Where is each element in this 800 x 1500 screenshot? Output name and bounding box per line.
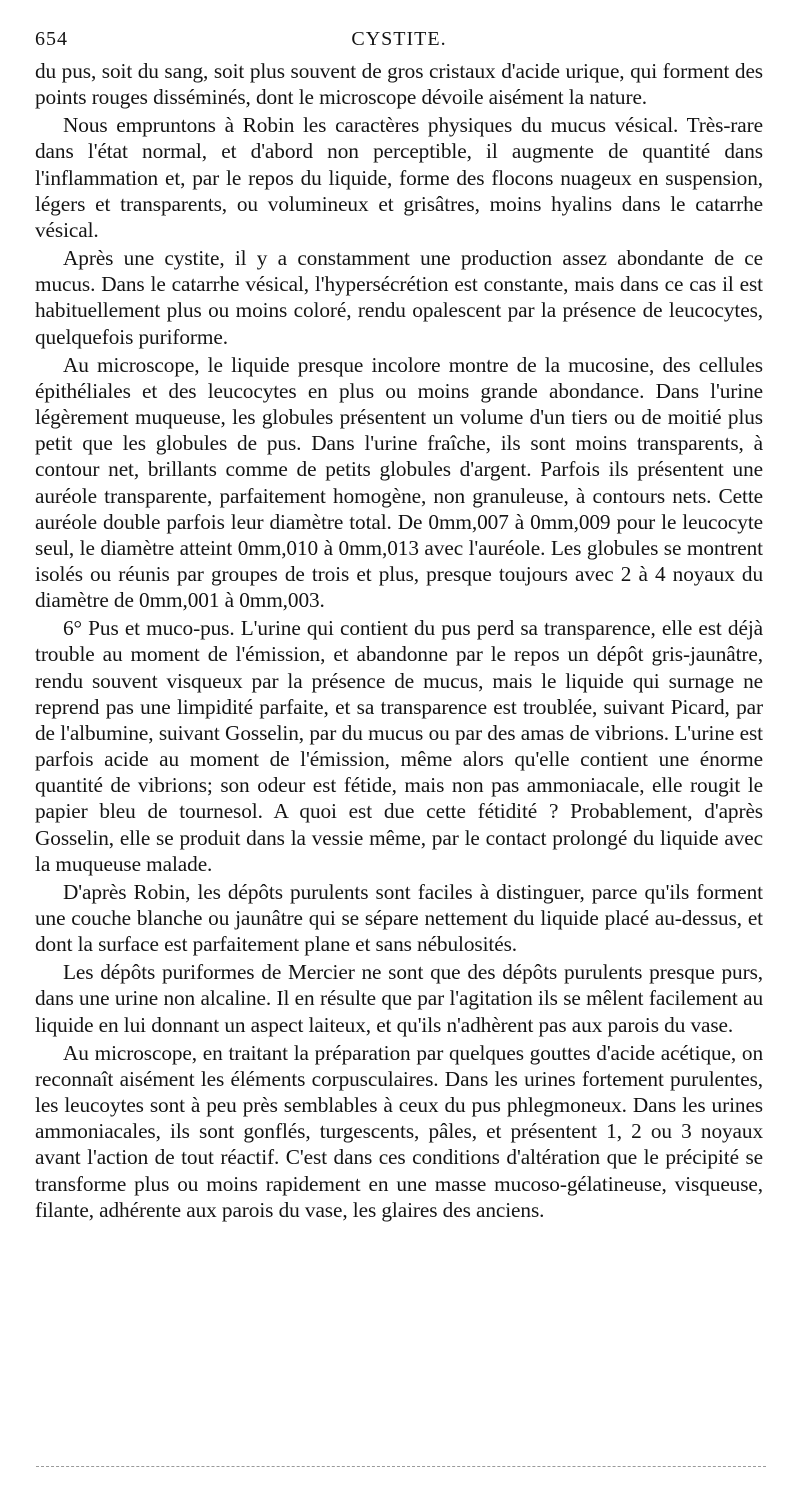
page-header (35, 28, 763, 58)
paragraph-6: D'après Robin, les dépôts purulents sont faciles à distinguer, parce qu'ils forment une couche blanche ou jaunâtre qui se sépare nettement du liquide placé au-dessus, et dont la surface est parfaitement plane et sans nébulosités. (35, 879, 763, 957)
paragraph-8: Au microscope, en traitant la préparation par quelques gouttes d'acide acétique, on reconnaît aisément les éléments corpusculaires. Dans les urines fortement purulentes, les leucoytes sont à peu près semblables à ceux du pus phlegmoneux. Dans les urines ammoniacales, ils sont gonflés, turgescents, pâles, et présentent 1, 2 ou 3 noyaux avant l'action de tout réactif. C'est dans ces conditions d'altération que le précipité se transforme plus ou moins rapidement en une masse mucoso-gélatineuse, visqueuse, filante, adhérente aux parois du vase, les glaires des anciens. (35, 1040, 763, 1222)
paragraph-7: Les dépôts puriformes de Mercier ne sont que des dépôts purulents presque purs, dans une urine non alcaline. Il en résulte que par l'agitation ils se mêlent facilement au liquide en lui donnant un aspect laiteux, et qu'ils n'adhèrent pas aux parois du vase. (35, 960, 763, 1037)
page-body (35, 58, 763, 1223)
page-number: 654 (35, 28, 68, 50)
paragraph-2: Nous empruntons à Robin les caractères physiques du mucus vésical. Très-rare dans l'état normal, et d'abord non perceptible, il augmente de quantité dans l'inflammation et, par le repos du liquide, forme des flocons nuageux en suspension, légers et transparents, ou volumineux et grisâtres, moins hyalins dans le catarrhe vésical. (35, 113, 763, 242)
paragraph-5: 6° Pus et muco-pus. L'urine qui contient du pus perd sa transparence, elle est déjà trouble au moment de l'émission, et abandonne par le repos un dépôt gris-jaunâtre, rendu souvent visqueux par la présence de mucus, mais le liquide qui surnage ne reprend pas une limpidité parfaite, et sa transparence est troublée, suivant Picard, par de l'albumine, suivant Gosselin, par du mucus ou par des amas de vibrions. L'urine est parfois acide au moment de l'émission, même alors qu'elle contient une énorme quantité de vibrions; son odeur est fétide, mais non pas ammoniacale, elle rougit le papier bleu de tournesol. A quoi est due cette fétidité ? Probablement, d'après Gosselin, elle se produit dans la vessie même, par le contact prolongé du liquide avec la muqueuse malade. (35, 616, 763, 876)
paragraph-3: Après une cystite, il y a constamment une production assez abondante de ce mucus. Dans le catarrhe vésical, l'hypersécrétion est constante, mais dans ce cas il est habituellement plus ou moins coloré, rendu opalescent par la présence de leucocytes, quelquefois puriforme. (35, 246, 763, 349)
footer-rule (36, 1466, 766, 1467)
paragraph-1: du pus, soit du sang, soit plus souvent de gros cristaux d'acide urique, qui forment des points rouges disséminés, dont le microscope dévoile aisément la nature. (35, 59, 763, 110)
running-title: CYSTITE. (351, 28, 447, 50)
page (35, 28, 763, 1223)
paragraph-4: Au microscope, le liquide presque incolore montre de la mucosine, des cellules épithéliales et des leucocytes en plus ou moins grande abondance. Dans l'urine légèrement muqueuse, les globules présentent un volume d'un tiers ou de moitié plus petit que les globules de pus. Dans l'urine fraîche, ils sont moins transparents, à contour net, brillants comme de petits globules d'argent. Parfois ils présentent une auréole transparente, parfaitement homogène, non granuleuse, à contours nets. Cette auréole double parfois leur diamètre total. De 0mm,007 à 0mm,009 pour le leucocyte seul, le diamètre atteint 0mm,010 à 0mm,013 avec l'auréole. Les globules se montrent isolés ou réunis par groupes de trois et plus, presque toujours avec 2 à 4 noyaux du diamètre de 0mm,001 à 0mm,003. (35, 352, 763, 613)
